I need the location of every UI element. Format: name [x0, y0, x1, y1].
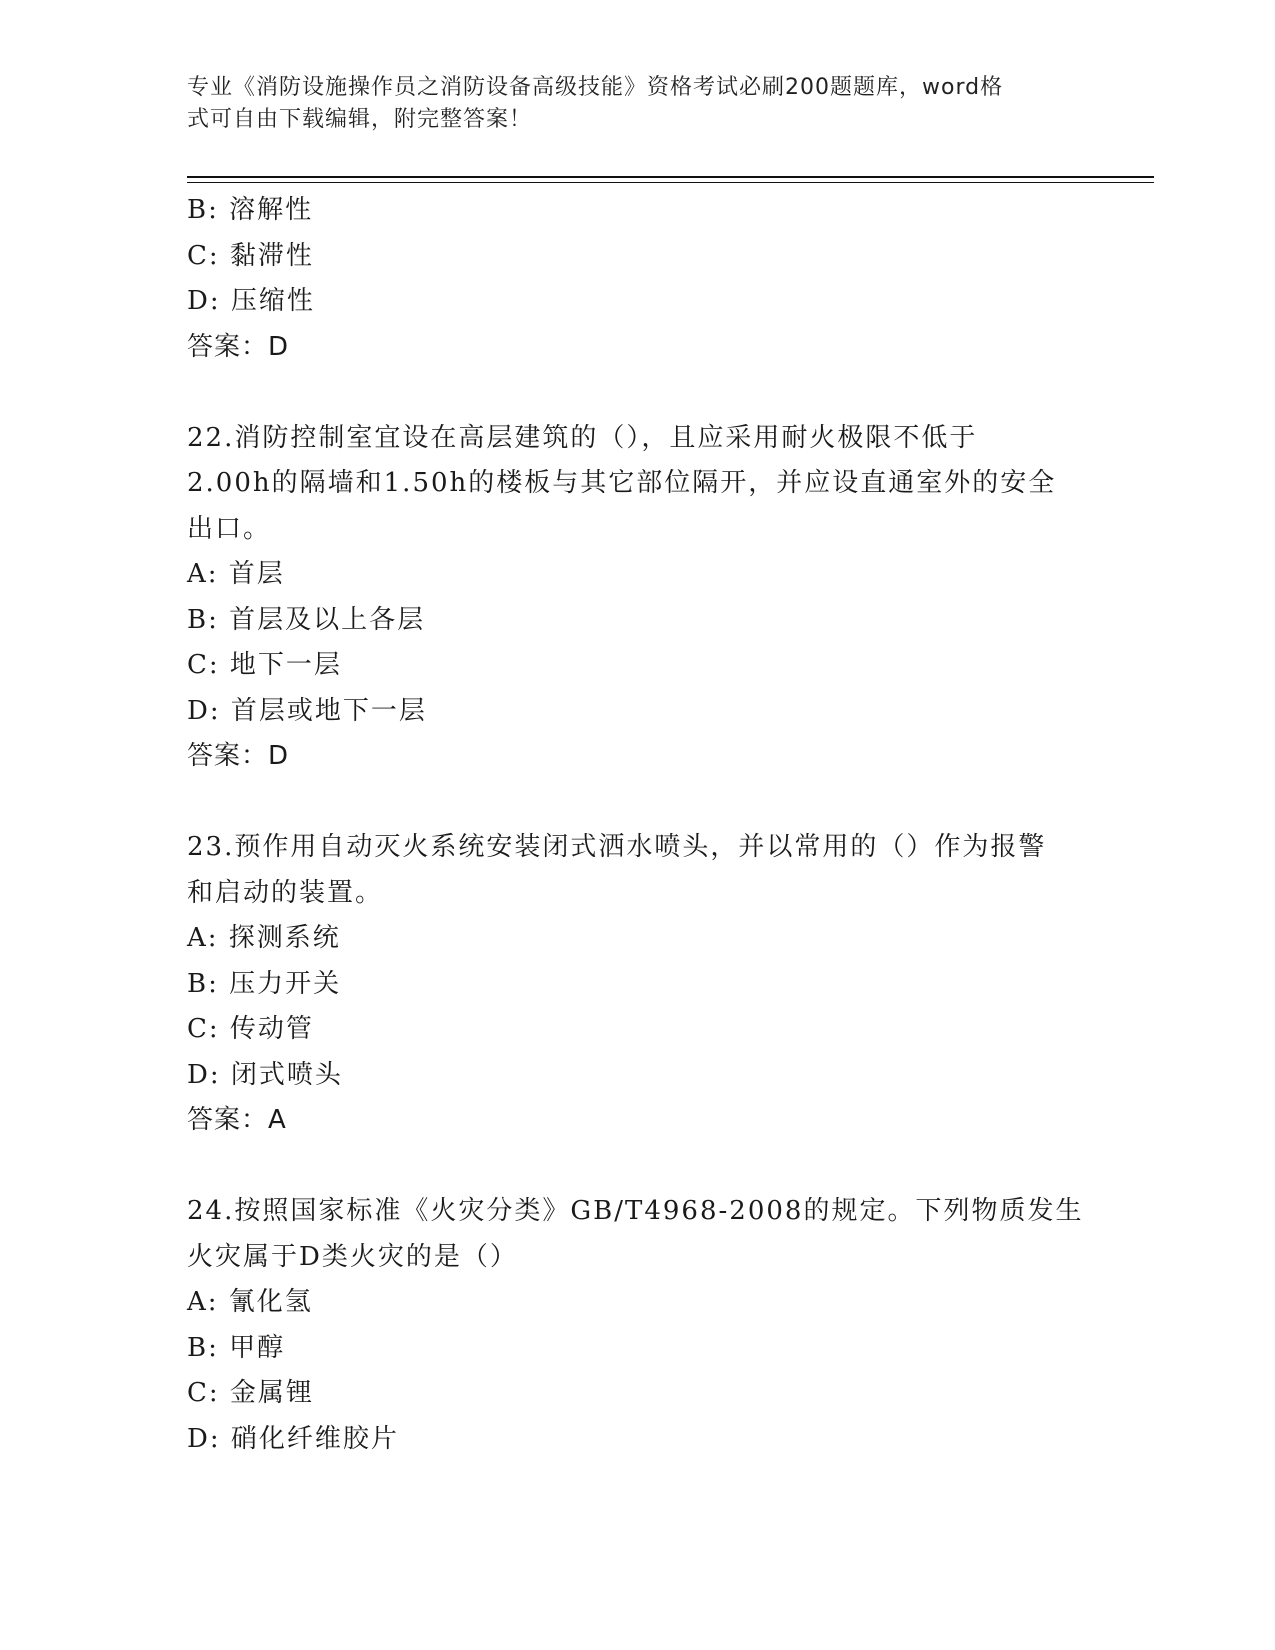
- question-stem: 和启动的装置。: [187, 877, 384, 908]
- question-stem: 2.00h的隔墙和1.50h的楼板与其它部位隔开，并应设直通室外的安全: [187, 468, 1057, 498]
- question-list: [187, 188, 1087, 1462]
- option-c: C: 金属锂: [187, 1378, 314, 1408]
- answer: 答案：D: [187, 331, 290, 362]
- answer: 答案：A: [187, 1105, 287, 1135]
- option-a: A: 首层: [187, 559, 285, 589]
- document-header: [187, 72, 1067, 136]
- option-c: C: 黏滞性: [187, 240, 314, 271]
- question-24: [187, 1189, 1087, 1462]
- question-21: [187, 188, 1087, 370]
- option-a: A: 探测系统: [187, 923, 341, 953]
- spacer: [187, 1144, 1087, 1190]
- option-b: B: 甲醇: [187, 1332, 286, 1363]
- header-line-1: 专业《消防设施操作员之消防设备高级技能》资格考试必刷200题题库，word格: [187, 75, 1004, 100]
- option-c: C: 地下一层: [187, 650, 342, 680]
- question-23: [187, 825, 1087, 1144]
- spacer: [187, 370, 1087, 416]
- option-a: A: 氰化氢: [187, 1287, 313, 1317]
- option-b: B: 压力开关: [187, 968, 342, 999]
- option-d: D: 硝化纤维胶片: [187, 1423, 399, 1454]
- question-stem: 23.预作用自动灭火系统安装闭式洒水喷头，并以常用的（）作为报警: [187, 832, 1047, 862]
- question-stem: 24.按照国家标准《火灾分类》GB/T4968-2008的规定。下列物质发生: [187, 1196, 1084, 1226]
- question-22: [187, 416, 1087, 780]
- question-stem: 22.消防控制室宜设在高层建筑的（），且应采用耐火极限不低于: [187, 422, 978, 453]
- option-b: B: 溶解性: [187, 195, 314, 225]
- header-line-2: 式可自由下载编辑，附完整答案！: [187, 107, 533, 132]
- option-c: C: 传动管: [187, 1014, 314, 1044]
- spacer: [187, 780, 1087, 826]
- option-d: D: 首层或地下一层: [187, 695, 427, 726]
- question-stem: 火灾属于D类火灾的是（）: [187, 1241, 518, 1272]
- option-b: B: 首层及以上各层: [187, 604, 426, 635]
- option-d: D: 闭式喷头: [187, 1059, 343, 1090]
- answer: 答案：D: [187, 741, 290, 771]
- header-rule-thick: [187, 176, 1154, 178]
- question-stem: 出口。: [187, 513, 272, 544]
- option-d: D: 压缩性: [187, 286, 315, 316]
- header-rule-thin: [187, 182, 1154, 183]
